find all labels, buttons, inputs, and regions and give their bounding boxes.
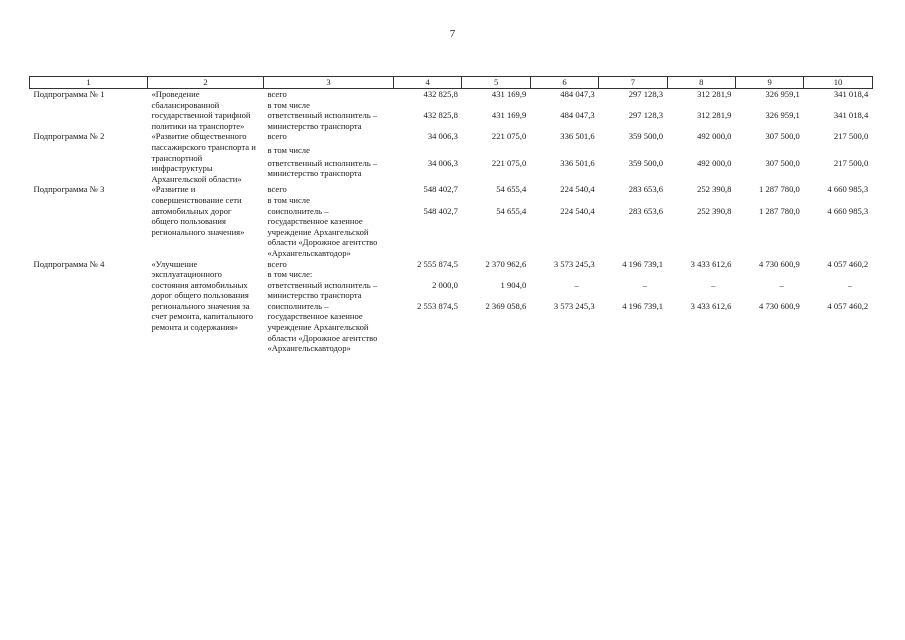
amount-cell: 548 402,7: [423, 184, 458, 195]
amount-cell: [804, 269, 872, 280]
amount-cell: 283 653,6: [628, 205, 664, 216]
program-number: Подпрограмма № 1: [33, 89, 105, 99]
executor-label: в том числе: [267, 194, 310, 205]
amount-cell: 326 959,1: [765, 89, 800, 99]
amount-cell: 4 660 985,3: [827, 184, 869, 195]
amount-cell: 217 500,0: [833, 131, 869, 142]
amount-cell: 3 573 245,3: [553, 258, 595, 269]
table-row: [30, 89, 873, 100]
amount-cell: 307 500,0: [765, 157, 800, 168]
amount-cell: 336 501,6: [560, 157, 595, 168]
amount-cell: 312 281,9: [697, 89, 732, 99]
budget-table-body: [30, 89, 873, 354]
amount-cell: 341 018,4: [833, 89, 869, 99]
amount-cell: 326 959,1: [765, 110, 800, 121]
amount-cell: [462, 100, 530, 111]
header-cell: 3: [264, 77, 394, 89]
amount-cell: 1 287 780,0: [759, 184, 800, 195]
amount-cell: 4 196 739,1: [622, 300, 664, 311]
header-cell: 1: [30, 77, 148, 89]
amount-cell: 34 006,3: [427, 157, 458, 168]
amount-cell: 336 501,6: [560, 131, 595, 142]
executor-label: в том числе: [267, 99, 310, 110]
program-name: «Развитие общественного пассажирского транспорта и транспортной инфраструктуры Архангельской области»: [151, 131, 256, 184]
amount-cell: [667, 100, 735, 111]
amount-cell: 221 075,0: [491, 157, 527, 168]
executor-label: всего: [267, 89, 287, 99]
program-number: Подпрограмма № 3: [33, 184, 105, 195]
amount-cell: [667, 145, 735, 158]
amount-cell: 3 433 612,6: [690, 258, 732, 269]
amount-cell: [667, 269, 735, 280]
executor-label: в том числе:: [267, 269, 313, 280]
amount-cell: [599, 100, 667, 111]
amount-cell: 548 402,7: [423, 205, 458, 216]
amount-cell: [530, 269, 598, 280]
header-cell: 2: [148, 77, 264, 89]
amount-cell: [530, 100, 598, 111]
amount-cell: –: [574, 279, 579, 290]
table-row: [30, 131, 873, 144]
header-cell: 8: [667, 77, 735, 89]
amount-cell: 359 500,0: [628, 131, 664, 142]
amount-cell: 217 500,0: [833, 157, 869, 168]
amount-cell: [735, 195, 803, 206]
executor-label: ответственный исполнитель – министерство транспорта: [267, 279, 378, 301]
amount-cell: [735, 145, 803, 158]
executor-label: ответственный исполнитель – министерство транспорта: [267, 157, 378, 179]
amount-cell: 54 655,4: [496, 184, 527, 195]
amount-cell: 3 433 612,6: [690, 300, 732, 311]
amount-cell: 34 006,3: [427, 131, 458, 142]
header-cell: 7: [599, 77, 667, 89]
amount-cell: 1 287 780,0: [759, 205, 800, 216]
amount-cell: [394, 145, 462, 158]
amount-cell: [530, 145, 598, 158]
amount-cell: 4 196 739,1: [622, 258, 664, 269]
amount-cell: –: [779, 279, 784, 290]
amount-cell: 252 390,8: [697, 184, 732, 195]
amount-cell: 484 047,3: [560, 110, 595, 121]
amount-cell: 224 540,4: [560, 205, 595, 216]
amount-cell: [804, 145, 872, 158]
amount-cell: [394, 195, 462, 206]
amount-cell: 431 169,9: [491, 110, 527, 121]
amount-cell: –: [642, 279, 648, 290]
amount-cell: 359 500,0: [628, 157, 664, 168]
amount-cell: 54 655,4: [496, 205, 527, 216]
table-row: [30, 259, 873, 270]
amount-cell: 432 825,8: [423, 110, 458, 121]
header-cell: 6: [530, 77, 598, 89]
amount-cell: [599, 269, 667, 280]
amount-cell: 492 000,0: [697, 131, 732, 142]
amount-cell: 4 057 460,2: [827, 258, 869, 269]
program-name: «Развитие и совершенствование сети автомобильных дорог общего пользования регионального значения»: [151, 184, 245, 237]
executor-label: всего: [267, 258, 287, 269]
amount-cell: [735, 269, 803, 280]
amount-cell: [599, 195, 667, 206]
header-row: [30, 77, 873, 89]
amount-cell: –: [711, 279, 716, 290]
amount-cell: [462, 269, 530, 280]
amount-cell: 484 047,3: [560, 89, 595, 99]
executor-label: в том числе: [267, 144, 310, 155]
executor-label: соисполнитель – государственное казенное учреждение Архангельской области «Дорожное агентство «Архангельскавтодор»: [267, 300, 378, 354]
executor-label: ответственный исполнитель – министерство транспорта: [267, 110, 378, 131]
amount-cell: 4 730 600,9: [759, 300, 800, 311]
amount-cell: [462, 145, 530, 158]
amount-cell: 2 369 058,6: [485, 300, 527, 311]
amount-cell: 341 018,4: [833, 110, 869, 121]
executor-label: соисполнитель – государственное казенное учреждение Архангельской области «Дорожное агентство «Архангельскавтодор»: [267, 205, 378, 258]
amount-cell: 221 075,0: [491, 131, 527, 142]
amount-cell: [599, 145, 667, 158]
amount-cell: 224 540,4: [560, 184, 595, 195]
amount-cell: [667, 195, 735, 206]
amount-cell: [804, 195, 872, 206]
budget-table-container: [29, 76, 872, 354]
amount-cell: 2 000,0: [432, 279, 458, 290]
amount-cell: 1 904,0: [500, 279, 527, 290]
header-cell: 10: [804, 77, 872, 89]
program-name: «Проведение сбалансированной государственной тарифной политики на транспорте»: [151, 89, 251, 131]
amount-cell: [735, 100, 803, 111]
amount-cell: 2 370 962,6: [485, 258, 527, 269]
page-number: 7: [449, 28, 456, 40]
amount-cell: 283 653,6: [628, 184, 664, 195]
header-cell: 9: [735, 77, 803, 89]
header-cell: 4: [394, 77, 462, 89]
amount-cell: 3 573 245,3: [553, 300, 595, 311]
program-number: Подпрограмма № 4: [33, 258, 105, 269]
amount-cell: [804, 100, 872, 111]
amount-cell: 4 057 460,2: [827, 300, 869, 311]
amount-cell: 4 660 985,3: [827, 205, 869, 216]
amount-cell: –: [847, 279, 853, 290]
executor-label: всего: [267, 184, 287, 195]
budget-table: [29, 76, 873, 354]
amount-cell: 4 730 600,9: [759, 258, 800, 269]
amount-cell: 307 500,0: [765, 131, 800, 142]
amount-cell: 2 555 874,5: [417, 258, 458, 269]
amount-cell: [530, 195, 598, 206]
amount-cell: [462, 195, 530, 206]
amount-cell: 252 390,8: [697, 205, 732, 216]
program-name: «Улучшение эксплуатационного состояния автомобильных дорог общего пользования регионального значения за счет ремонта, капитального ремонта и содержания»: [151, 258, 254, 333]
amount-cell: [394, 100, 462, 111]
table-row: [30, 184, 873, 195]
amount-cell: 492 000,0: [697, 157, 732, 168]
amount-cell: 2 553 874,5: [417, 300, 458, 311]
amount-cell: 297 128,3: [628, 89, 664, 99]
executor-label: всего: [267, 131, 287, 142]
header-cell: 5: [462, 77, 530, 89]
program-number: Подпрограмма № 2: [33, 131, 105, 142]
amount-cell: 297 128,3: [628, 110, 664, 121]
amount-cell: 432 825,8: [423, 89, 458, 99]
amount-cell: [394, 269, 462, 280]
amount-cell: 431 169,9: [491, 89, 527, 99]
amount-cell: 312 281,9: [697, 110, 732, 121]
